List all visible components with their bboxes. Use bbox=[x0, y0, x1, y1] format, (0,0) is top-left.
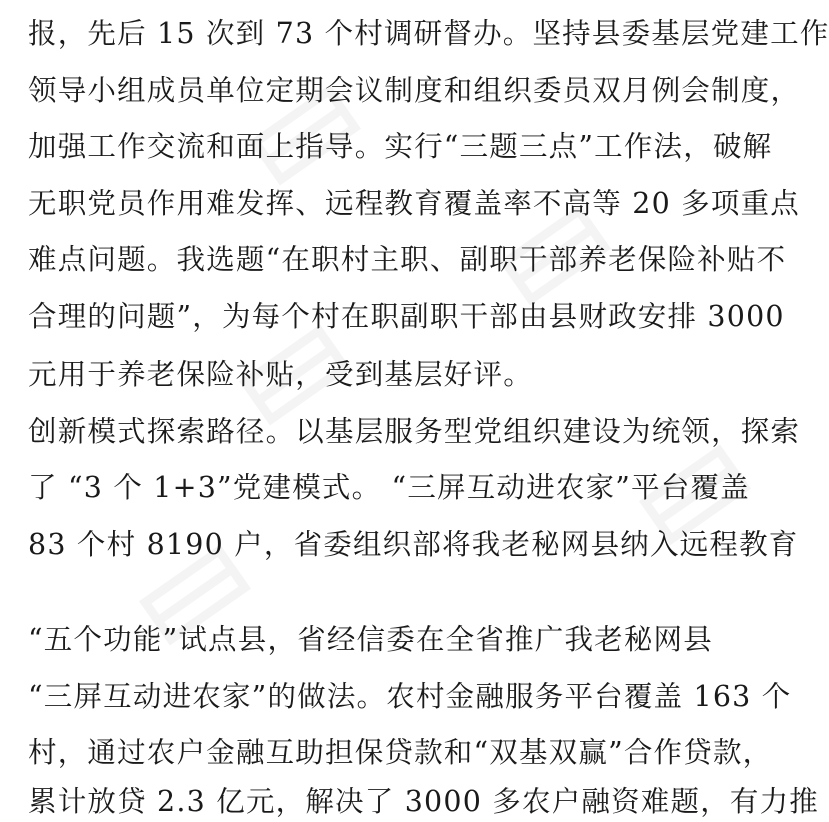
text-line: 83 个村 8190 户，省委组织部将我老秘网县纳入远程教育 bbox=[28, 528, 799, 561]
text-line: 元用于养老保险补贴，受到基层好评。 bbox=[28, 358, 533, 391]
text-line: 村，通过农户金融互助担保贷款和“双基双赢”合作贷款， bbox=[28, 736, 773, 769]
text-line: 报，先后 15 次到 73 个村调研督办。坚持县委基层党建工作 bbox=[28, 17, 829, 50]
text-line: 难点问题。我选题“在职村主职、副职干部养老保险补贴不 bbox=[28, 243, 787, 276]
text-line: 加强工作交流和面上指导。实行“三题三点”工作法，破解 bbox=[28, 130, 773, 163]
text-line: 合理的问题”，为每个村在职副职干部由县财政安排 3000 bbox=[28, 300, 785, 333]
text-line: 了 “3 个 1+3”党建模式。 “三屏互动进农家”平台覆盖 bbox=[28, 471, 750, 504]
text-line: “三屏互动进农家”的做法。农村金融服务平台覆盖 163 个 bbox=[28, 680, 792, 713]
text-line: 无职党员作用难发挥、远程教育覆盖率不高等 20 多项重点 bbox=[28, 187, 800, 220]
text-line: 创新模式探索路径。以基层服务型党组织建设为统领，探索 bbox=[28, 415, 801, 448]
text-line: 累计放贷 2.3 亿元，解决了 3000 多农户融资难题，有力推 bbox=[28, 785, 819, 818]
text-line: “五个功能”试点县，省经信委在全省推广我老秘网县 bbox=[28, 623, 713, 656]
text-line: 领导小组成员单位定期会议制度和组织委员双月例会制度， bbox=[28, 74, 801, 107]
